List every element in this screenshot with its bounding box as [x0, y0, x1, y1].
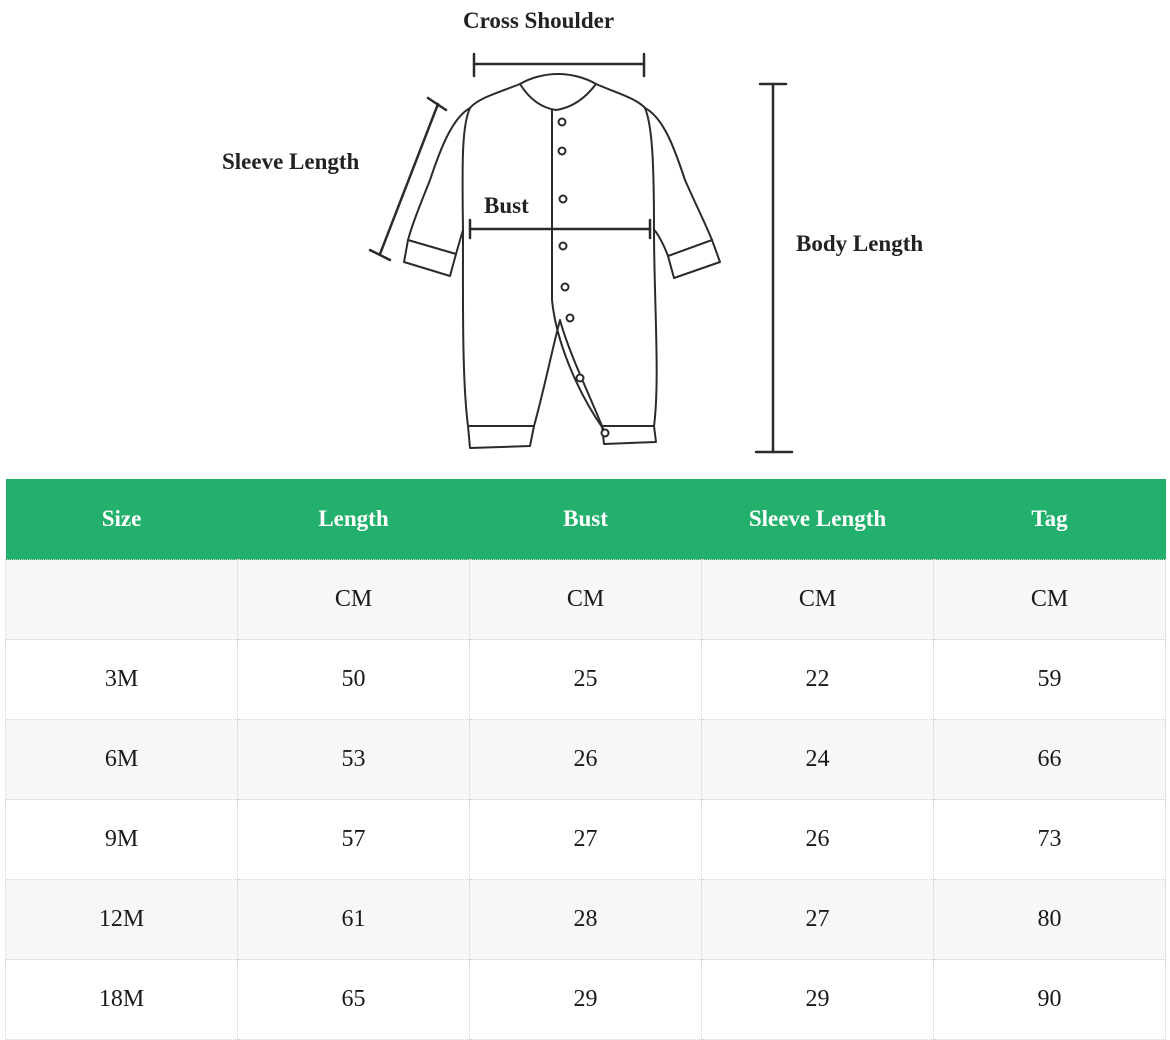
table-cell: 90 — [934, 960, 1166, 1040]
header-length: Length — [238, 479, 470, 560]
table-cell: 24 — [702, 720, 934, 800]
cross-shoulder-label: Cross Shoulder — [463, 8, 615, 33]
table-cell: CM — [934, 560, 1166, 640]
table-cell: 27 — [470, 800, 702, 880]
table-cell: 80 — [934, 880, 1166, 960]
table-cell: CM — [238, 560, 470, 640]
table-cell: 73 — [934, 800, 1166, 880]
header-bust: Bust — [470, 479, 702, 560]
sleeve-length-label: Sleeve Length — [222, 149, 360, 174]
table-cell: 29 — [470, 960, 702, 1040]
table-cell — [6, 560, 238, 640]
romper-body-outline — [463, 84, 657, 448]
button-row — [559, 119, 609, 437]
table-row — [6, 880, 1166, 960]
table-cell: 66 — [934, 720, 1166, 800]
header-sleeve-length: Sleeve Length — [702, 479, 934, 560]
romper-outline-illustration — [0, 0, 1170, 470]
table-cell: 18M — [6, 960, 238, 1040]
right-sleeve-outline — [645, 108, 720, 278]
table-row — [6, 720, 1166, 800]
table-row — [6, 960, 1166, 1040]
table-cell: 59 — [934, 640, 1166, 720]
table-cell: 29 — [702, 960, 934, 1040]
table-cell: 57 — [238, 800, 470, 880]
collar-outline — [520, 84, 596, 110]
left-sleeve-outline — [404, 108, 470, 276]
table-cell: 28 — [470, 880, 702, 960]
table-cell: CM — [702, 560, 934, 640]
table-cell: 26 — [702, 800, 934, 880]
table-cell: 27 — [702, 880, 934, 960]
table-header-row — [6, 479, 1166, 560]
header-size: Size — [6, 479, 238, 560]
table-cell: 12M — [6, 880, 238, 960]
romper-measurement-diagram — [0, 0, 1170, 470]
sleeve-length-dimension-line — [370, 98, 446, 260]
table-cell: 61 — [238, 880, 470, 960]
bust-dimension-line — [470, 220, 650, 238]
table-cell: CM — [470, 560, 702, 640]
table-cell: 65 — [238, 960, 470, 1040]
table-cell: 50 — [238, 640, 470, 720]
table-cell: 26 — [470, 720, 702, 800]
table-cell: 53 — [238, 720, 470, 800]
size-chart-table — [5, 479, 1166, 1040]
unit-row — [6, 560, 1166, 640]
body-length-label: Body Length — [796, 231, 924, 256]
table-cell: 3M — [6, 640, 238, 720]
cross-shoulder-dimension-line — [474, 54, 644, 76]
table-cell: 22 — [702, 640, 934, 720]
bust-label: Bust — [484, 193, 529, 218]
body-length-dimension-line — [756, 84, 792, 452]
header-tag: Tag — [934, 479, 1166, 560]
table-row — [6, 800, 1166, 880]
table-cell: 6M — [6, 720, 238, 800]
table-row — [6, 640, 1166, 720]
table-cell: 9M — [6, 800, 238, 880]
table-cell: 25 — [470, 640, 702, 720]
